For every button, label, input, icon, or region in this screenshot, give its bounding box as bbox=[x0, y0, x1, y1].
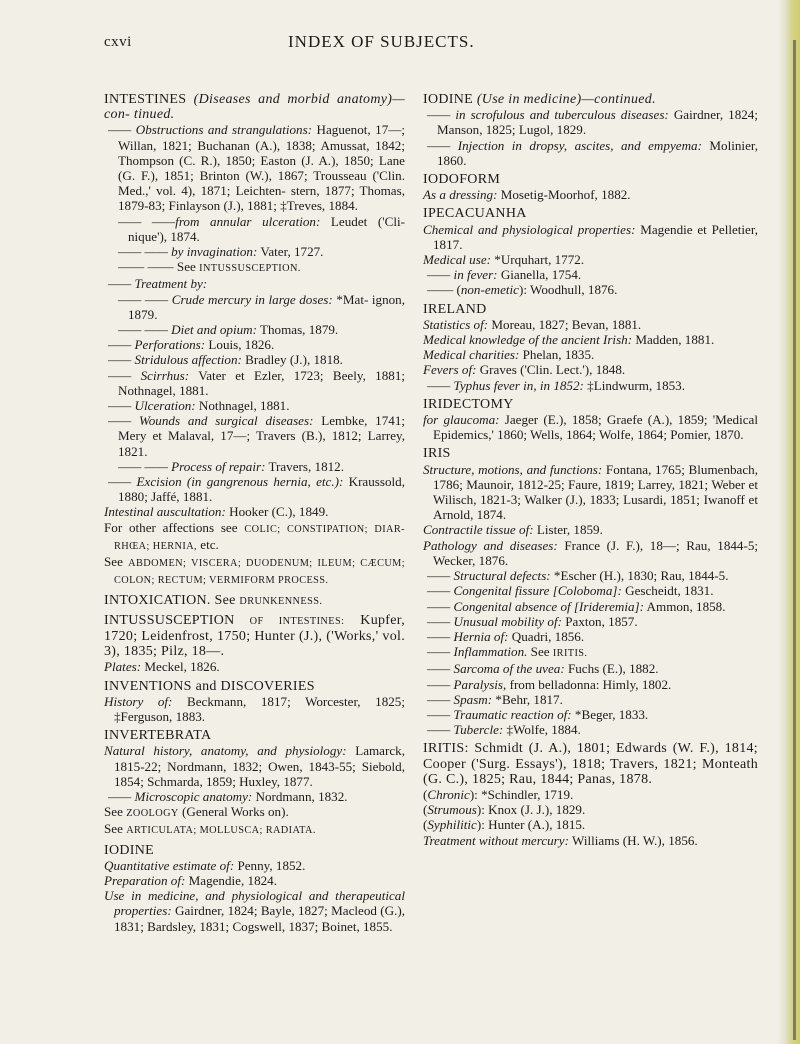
entry-italic-text: —— Wounds and surgical diseases: bbox=[108, 413, 314, 429]
entry-text: Vater, 1727. bbox=[257, 244, 324, 260]
entry-text: Vater et Ezler, 1723; Beely, 1881; Nothnagel, 1881. bbox=[118, 367, 406, 398]
index-subentry bbox=[423, 833, 758, 848]
entry-italic-text: for glaucoma: bbox=[423, 412, 500, 428]
entry-text: Gairdner, 1824; Bayle, 1827; Macleod (G.), 1831; Bardsley, 1831; Cogswell, 1837; Boinet, 1855. bbox=[114, 903, 405, 934]
entry-italic-text: —— Traumatic reaction of: bbox=[427, 706, 572, 722]
index-subentry bbox=[423, 707, 758, 722]
entry-italic-text: —— Spasm: bbox=[427, 691, 493, 707]
entry-text: Madden, 1881. bbox=[632, 332, 715, 348]
entry-text: —— ( bbox=[427, 282, 461, 298]
page-edge-shadow bbox=[793, 40, 796, 1040]
entry-italic-text: Statistics of: bbox=[423, 316, 489, 332]
index-heading bbox=[104, 613, 405, 660]
entry-italic-text: —— Microscopic anatomy: bbox=[108, 788, 253, 804]
entry-italic-text: non-emetic bbox=[460, 282, 519, 298]
index-subentry bbox=[423, 568, 758, 583]
entry-italic-text: Preparation of: bbox=[104, 872, 186, 888]
entry-text: *Behr, 1817. bbox=[492, 691, 563, 707]
entry-italic-text: Natural history, anatomy, and physiology: bbox=[104, 743, 347, 759]
index-subentry bbox=[104, 858, 405, 873]
entry-text: ): Hunter (A.), 1815. bbox=[476, 817, 586, 833]
index-heading bbox=[423, 172, 758, 187]
entry-italic-text: —— Inflammation. bbox=[427, 644, 528, 660]
index-subentry bbox=[423, 583, 758, 598]
index-subentry bbox=[104, 352, 405, 367]
entry-italic-text: —— Ulceration: bbox=[108, 398, 196, 414]
index-heading bbox=[423, 206, 758, 221]
index-subentry bbox=[423, 599, 758, 614]
entry-text: Molinier, 1860. bbox=[437, 137, 758, 168]
index-subentry bbox=[104, 694, 405, 724]
index-subentry bbox=[423, 282, 758, 297]
entry-text: Moreau, 1827; Bevan, 1881. bbox=[488, 316, 642, 332]
entry-text: Nothnagel, 1881. bbox=[195, 398, 290, 414]
entry-italic-text: Syphilitic bbox=[427, 817, 477, 833]
index-heading bbox=[104, 593, 405, 609]
heading-term: INTESTINES bbox=[104, 92, 187, 107]
entry-italic-text: —— Typhus fever in, in 1852: bbox=[427, 377, 584, 393]
index-subentry bbox=[423, 462, 758, 523]
entry-text: Schmidt (J. A.), 1801; Edwards (W. F.), 1814; Cooper ('Surg. Essays'), 1818; Travers, 1821; Monteath (G. C.), 1825; Rau, 1844; Panas, 1878. bbox=[423, 741, 758, 787]
entry-italic-text: —— Hernia of: bbox=[427, 628, 509, 644]
entry-text: Quadri, 1856. bbox=[508, 628, 585, 644]
index-subentry bbox=[423, 267, 758, 282]
entry-text: Magendie et Pelletier, 1817. bbox=[433, 221, 758, 252]
entry-text: Gairdner, 1824; Manson, 1825; Lugol, 1829. bbox=[437, 107, 758, 138]
index-subentry bbox=[423, 107, 758, 137]
cross-reference: INTUSSUSCEPTION. bbox=[199, 263, 301, 275]
entry-italic-text: Pathology and diseases: bbox=[423, 537, 558, 553]
entry-text: Haguenot, 17—; Willan, 1821; Buchanan (A.), 1838; Amussat, 1842; Thompson (C. R.), 1850; Easton (J. A.), 1850; Lane (G. F.), 1851; Brinton (W.), 1867; Trousseau ('Clin. Med.,' vol. 4), 1871; Leichten- stern, 1877; Thomas, 1879-83; Finlayson (J.), 1881; ‡Treves, 1884. bbox=[118, 122, 405, 214]
index-subentry bbox=[423, 332, 758, 347]
entry-italic-text: Chemical and physiological properties: bbox=[423, 221, 636, 237]
entry-italic-text: —— Sarcoma of the uvea: bbox=[427, 661, 565, 677]
entry-text: Gianella, 1754. bbox=[497, 267, 582, 283]
entry-text: Leudet ('Cli- nique'), 1874. bbox=[128, 213, 405, 244]
entry-text: ( bbox=[423, 817, 428, 833]
page-header bbox=[0, 0, 800, 60]
entry-text: *Mat- ignon, 1879. bbox=[128, 291, 405, 322]
entry-text: ( bbox=[423, 802, 428, 818]
entry-italic-text: Structure, motions, and functions: bbox=[423, 461, 603, 477]
cross-reference: OF INTESTINES: bbox=[234, 615, 345, 627]
heading-term: INVERTEBRATA bbox=[104, 728, 212, 744]
entry-text: ): Woodhull, 1876. bbox=[519, 282, 618, 298]
entry-text: Magendie, 1824. bbox=[185, 872, 277, 888]
index-subentry bbox=[104, 873, 405, 888]
index-subentry bbox=[423, 538, 758, 568]
index-subentry bbox=[423, 802, 758, 817]
entry-italic-text: —— Unusual mobility of: bbox=[427, 613, 562, 629]
entry-text: See bbox=[210, 592, 240, 608]
entry-italic-text: —— Treatment by: bbox=[108, 276, 208, 292]
entry-italic-text: —— —— Process of repair: bbox=[118, 458, 266, 474]
entry-text: Lembke, 1741; Mery et Malaval, 17—; Travers (B.), 1812; Larrey, 1821. bbox=[118, 413, 405, 459]
cross-reference: COLIC; CONSTIPATION; DIAR- RHŒA; HERNIA, bbox=[114, 523, 405, 552]
index-heading bbox=[104, 679, 405, 694]
heading-term: INTUSSUSCEPTION bbox=[104, 612, 235, 628]
entry-text: *Beger, 1833. bbox=[571, 706, 649, 722]
entry-italic-text: —— in fever: bbox=[427, 267, 498, 283]
index-subentry bbox=[104, 554, 405, 588]
index-subentry bbox=[104, 322, 405, 337]
entry-italic-text: Medical use: bbox=[423, 252, 491, 268]
index-subentry bbox=[104, 398, 405, 413]
index-subentry bbox=[423, 187, 758, 202]
entry-text: Meckel, 1826. bbox=[141, 659, 220, 675]
index-subentry bbox=[104, 214, 405, 244]
entry-italic-text: Use in medicine, and physiological and therapeutical properties: bbox=[104, 888, 405, 919]
entry-text: See bbox=[104, 804, 127, 820]
index-subentry bbox=[423, 817, 758, 832]
heading-term: IRITIS: bbox=[423, 741, 469, 757]
index-heading bbox=[423, 397, 758, 412]
entry-text: *Urquhart, 1772. bbox=[491, 252, 585, 268]
index-subentry bbox=[423, 692, 758, 707]
entry-text: Gescheidt, 1831. bbox=[621, 583, 714, 599]
index-heading bbox=[104, 92, 405, 122]
entry-text: ‡Lindwurm, 1853. bbox=[583, 377, 685, 393]
left-column bbox=[104, 92, 405, 934]
entry-italic-text: Intestinal auscultation: bbox=[104, 504, 226, 520]
heading-term: INTOXICATION. bbox=[104, 592, 211, 608]
entry-italic-text: —— —— by invagination: bbox=[118, 244, 258, 260]
entry-text: Nordmann, 1832. bbox=[252, 788, 348, 804]
entry-italic-text: —— Paralysis, bbox=[427, 676, 507, 692]
heading-term: IRIS bbox=[423, 446, 451, 462]
entry-italic-text: —— Congenital absence of [Irideremia]: bbox=[427, 598, 644, 614]
entry-text: Williams (H. W.), 1856. bbox=[568, 832, 698, 848]
entry-italic-text: —— Perforations: bbox=[108, 337, 206, 353]
entry-text: Kupfer, 1720; Leidenfrost, 1750; Hunter (J.), ('Works,' vol. 3), 1835; Pilz, 18—. bbox=[104, 612, 405, 660]
entry-italic-text: —— Congenital fissure [Coloboma]: bbox=[427, 583, 622, 599]
index-subentry bbox=[423, 614, 758, 629]
entry-italic-text: —— Excision (in gangrenous hernia, etc.): bbox=[108, 474, 344, 490]
index-subentry bbox=[104, 821, 405, 838]
entry-text: France (J. F.), 18—; Rau, 1844-5; Wecker, 1876. bbox=[433, 537, 758, 568]
entry-italic-text: —— —— Crude mercury in large doses: bbox=[118, 291, 333, 307]
index-heading bbox=[423, 741, 758, 787]
index-subentry bbox=[104, 789, 405, 804]
index-subentry bbox=[104, 337, 405, 352]
entry-italic-text: —— in scrofulous and tuberculous diseases: bbox=[427, 107, 669, 123]
entry-text: Penny, 1852. bbox=[234, 857, 306, 873]
index-subentry bbox=[423, 378, 758, 393]
index-subentry bbox=[104, 474, 405, 504]
entry-italic-text: —— —— Diet and opium: bbox=[118, 322, 257, 338]
entry-text: Bradley (J.), 1818. bbox=[241, 352, 343, 368]
index-subentry bbox=[423, 138, 758, 168]
cross-reference: ABDOMEN; VISCERA; DUODENUM; ILEUM; CÆCUM; COLON; RECTUM; VERMIFORM PROCESS. bbox=[114, 558, 405, 587]
entry-italic-text: Strumous bbox=[427, 802, 477, 818]
entry-italic-text: Chronic bbox=[427, 786, 470, 802]
entry-text: See bbox=[104, 821, 127, 837]
index-subentry bbox=[423, 522, 758, 537]
entry-italic-text: —— Stridulous affection: bbox=[108, 352, 242, 368]
entry-text: Fontana, 1765; Blumenbach, 1786; Maunoir, 1812-25; Faure, 1819; Larrey, 1821; Weber et Wilisch, 1821-3; Walker (J.), 1833; Lusardi, 1851; Iwanoff et Arnold, 1874. bbox=[433, 461, 758, 523]
entry-italic-text: Plates: bbox=[104, 659, 142, 675]
index-subentry bbox=[104, 520, 405, 554]
entry-text: from belladonna: Himly, 1802. bbox=[506, 676, 672, 692]
heading-term: IODINE bbox=[423, 92, 474, 107]
entry-text: Lamarck, 1815-22; Nordmann, 1832; Owen, 1843-55; Siebold, 1854; Schmarda, 1859; Huxley, 1877. bbox=[114, 743, 405, 789]
heading-term: IRIDECTOMY bbox=[423, 396, 514, 412]
index-subentry bbox=[104, 888, 405, 934]
heading-term: INVENTIONS and DISCOVERIES bbox=[104, 678, 315, 694]
index-subentry bbox=[104, 368, 405, 398]
index-subentry bbox=[423, 252, 758, 267]
page-title: INDEX OF SUBJECTS. bbox=[288, 32, 475, 51]
entry-text: Louis, 1826. bbox=[205, 337, 275, 353]
entry-italic-text: As a dressing: bbox=[423, 187, 498, 203]
entry-italic-text: —— ——from annular ulceration: bbox=[118, 213, 321, 229]
entry-text: See bbox=[104, 554, 129, 570]
index-heading bbox=[104, 728, 405, 743]
index-subentry bbox=[104, 504, 405, 519]
entry-italic-text: —— Injection in dropsy, ascites, and empyema: bbox=[427, 137, 702, 153]
entry-italic-text: (Use in medicine)—continued. bbox=[473, 92, 656, 107]
index-subentry bbox=[423, 629, 758, 644]
heading-term: IPECACUANHA bbox=[423, 206, 527, 222]
index-subentry bbox=[104, 743, 405, 789]
entry-italic-text: History of: bbox=[104, 693, 173, 709]
index-subentry bbox=[423, 362, 758, 377]
entry-italic-text: Contractile tissue of: bbox=[423, 522, 534, 538]
heading-term: IODINE bbox=[104, 842, 155, 858]
entry-italic-text: —— Obstructions and strangulations: bbox=[108, 122, 313, 138]
entry-text: Fuchs (E.), 1882. bbox=[564, 661, 659, 677]
index-subentry bbox=[104, 122, 405, 213]
page-edge bbox=[778, 0, 800, 1044]
index-subentry bbox=[423, 412, 758, 442]
entry-italic-text: Medical knowledge of the ancient Irish: bbox=[423, 332, 633, 348]
index-heading bbox=[104, 843, 405, 858]
index-subentry bbox=[423, 722, 758, 737]
entry-text: ( bbox=[423, 786, 428, 802]
index-subentry bbox=[423, 347, 758, 362]
index-heading bbox=[423, 92, 758, 107]
entry-text: ): Knox (J. J.), 1829. bbox=[476, 802, 586, 818]
entry-text: (General Works on). bbox=[178, 804, 289, 820]
entry-text: etc. bbox=[197, 536, 219, 552]
index-subentry bbox=[423, 222, 758, 252]
entry-text: Paxton, 1857. bbox=[561, 613, 638, 629]
index-subentry bbox=[104, 292, 405, 322]
index-heading bbox=[423, 302, 758, 317]
entry-italic-text: —— Structural defects: bbox=[427, 568, 551, 584]
cross-reference: IRITIS. bbox=[552, 648, 588, 660]
entry-text: Thomas, 1879. bbox=[256, 322, 339, 338]
entry-text: Lister, 1859. bbox=[533, 522, 603, 538]
entry-italic-text: —— Tubercle: bbox=[427, 722, 504, 738]
entry-text: *Escher (H.), 1830; Rau, 1844-5. bbox=[550, 568, 729, 584]
index-subentry bbox=[104, 276, 405, 291]
index-subentry bbox=[423, 677, 758, 692]
index-subentry bbox=[104, 659, 405, 674]
entry-text: Phelan, 1835. bbox=[519, 347, 595, 363]
entry-text: ‡Wolfe, 1884. bbox=[503, 722, 581, 738]
entry-text: Ammon, 1858. bbox=[644, 598, 726, 614]
entry-italic-text: Treatment without mercury: bbox=[423, 832, 569, 848]
entry-text: ): *Schindler, 1719. bbox=[469, 786, 574, 802]
right-column bbox=[423, 92, 758, 848]
index-subentry bbox=[104, 259, 405, 276]
entry-text: Kraussold, 1880; Jaffé, 1881. bbox=[118, 474, 405, 505]
entry-text: Beckmann, 1817; Worcester, 1825; ‡Ferguson, 1883. bbox=[114, 693, 405, 724]
page-number: cxvi bbox=[104, 34, 132, 50]
entry-italic-text: Medical charities: bbox=[423, 347, 520, 363]
cross-reference: ZOOLOGY bbox=[126, 808, 179, 820]
entry-text: Mosetig-Moorhof, 1882. bbox=[497, 187, 631, 203]
entry-text: Hooker (C.), 1849. bbox=[225, 504, 329, 520]
entry-text: Graves ('Clin. Lect.'), 1848. bbox=[476, 362, 626, 378]
entry-italic-text: Quantitative estimate of: bbox=[104, 857, 235, 873]
entry-text: Jaeger (E.), 1858; Graefe (A.), 1859; 'Medical Epidemics,' 1860; Wells, 1864; Wolfe, 1864; Pomier, 1870. bbox=[433, 412, 758, 443]
index-subentry bbox=[423, 317, 758, 332]
heading-term: IRELAND bbox=[423, 301, 487, 317]
index-subentry bbox=[104, 804, 405, 821]
entry-text: See bbox=[527, 644, 553, 660]
entry-text: Travers, 1812. bbox=[265, 458, 345, 474]
index-subentry bbox=[423, 661, 758, 676]
index-subentry bbox=[104, 459, 405, 474]
entry-italic-text: —— Scirrhus: bbox=[108, 367, 190, 383]
cross-reference: ARTICULATA; MOLLUSCA; RADIATA. bbox=[126, 825, 316, 837]
entry-italic-text: Fevers of: bbox=[423, 362, 477, 378]
entry-text: For other affections see bbox=[104, 519, 245, 535]
index-subentry bbox=[423, 787, 758, 802]
index-subentry bbox=[104, 413, 405, 459]
index-heading bbox=[423, 446, 758, 461]
index-subentry bbox=[423, 644, 758, 661]
entry-text: —— —— See bbox=[118, 259, 200, 275]
entry-italic-text: (Diseases and morbid anatomy)—con- tinued. bbox=[104, 92, 405, 123]
index-subentry bbox=[104, 244, 405, 259]
cross-reference: DRUNKENNESS. bbox=[239, 595, 323, 607]
heading-term: IODOFORM bbox=[423, 172, 501, 188]
